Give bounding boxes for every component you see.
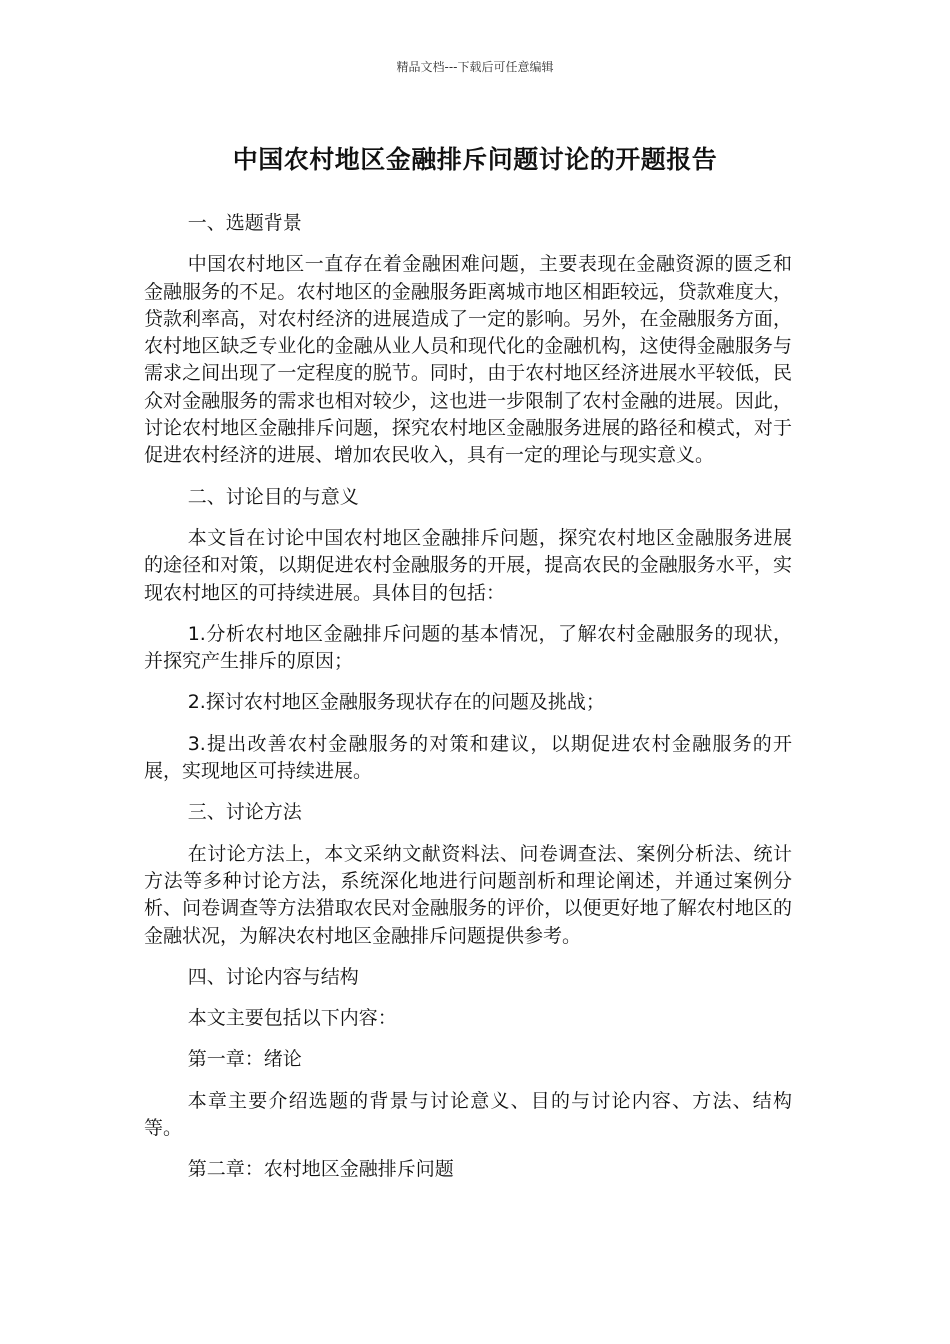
paragraph-background: 中国农村地区一直存在着金融困难问题，主要表现在金融资源的匮乏和金融服务的不足。农村地区的金融服务距离城市地区相距较远，贷款难度大，贷款利率高，对农村经济的进展造成了一定的影响。另外，在金融服务方面，农村地区缺乏专业化的金融从业人员和现代化的金融机构，这使得金融服务与需求之间出现了一定程度的脱节。同时，由于农村地区经济进展水平较低，民众对金融服务的需求也相对较少，这也进一步限制了农村金融的进展。因此，讨论农村地区金融排斥问题，探究农村地区金融服务进展的路径和模式，对于促进农村经济的进展、增加农民收入，具有一定的理论与现实意义。 [144, 253, 792, 467]
paragraph-content-intro: 本文主要包括以下内容： [187, 1007, 397, 1030]
document-title: 中国农村地区金融排斥问题讨论的开题报告 [232, 145, 718, 174]
document-body [144, 210, 792, 1198]
paragraph-purpose: 本文旨在讨论中国农村地区金融排斥问题，探究农村地区金融服务进展的途径和对策，以期促进农村金融服务的开展，提高农民的金融服务水平，实现农村地区的可持续进展。具体目的包括： [144, 526, 792, 604]
list-item-1: 1.分析农村地区金融排斥问题的基本情况，了解农村金融服务的现状，并探究产生排斥的原因； [144, 622, 792, 673]
section-heading-background: 一、选题背景 [187, 212, 302, 234]
list-item-2: 2.探讨农村地区金融服务现状存在的问题及挑战； [187, 691, 605, 714]
list-item-3: 3.提出改善农村金融服务的对策和建议，以期促进农村金融服务的开展，实现地区可持续进展。 [144, 732, 792, 783]
header-note: 精品文档---下载后可任意编辑 [396, 60, 554, 74]
chapter-1-heading: 第一章：绪论 [187, 1048, 302, 1071]
paragraph-method: 在讨论方法上，本文采纳文献资料法、问卷调查法、案例分析法、统计方法等多种讨论方法，系统深化地进行问题剖析和理论阐述，并通过案例分析、问卷调查等方法猎取农民对金融服务的评价，以便更好地了解农村地区的金融状况，为解决农村地区金融排斥问题提供参考。 [144, 842, 792, 947]
chapter-1-description: 本章主要介绍选题的背景与讨论意义、目的与讨论内容、方法、结构等。 [144, 1089, 792, 1140]
section-heading-method: 三、讨论方法 [187, 801, 302, 824]
section-heading-content: 四、讨论内容与结构 [187, 965, 359, 988]
section-heading-purpose: 二、讨论目的与意义 [187, 485, 359, 508]
chapter-2-heading: 第二章：农村地区金融排斥问题 [187, 1158, 454, 1181]
